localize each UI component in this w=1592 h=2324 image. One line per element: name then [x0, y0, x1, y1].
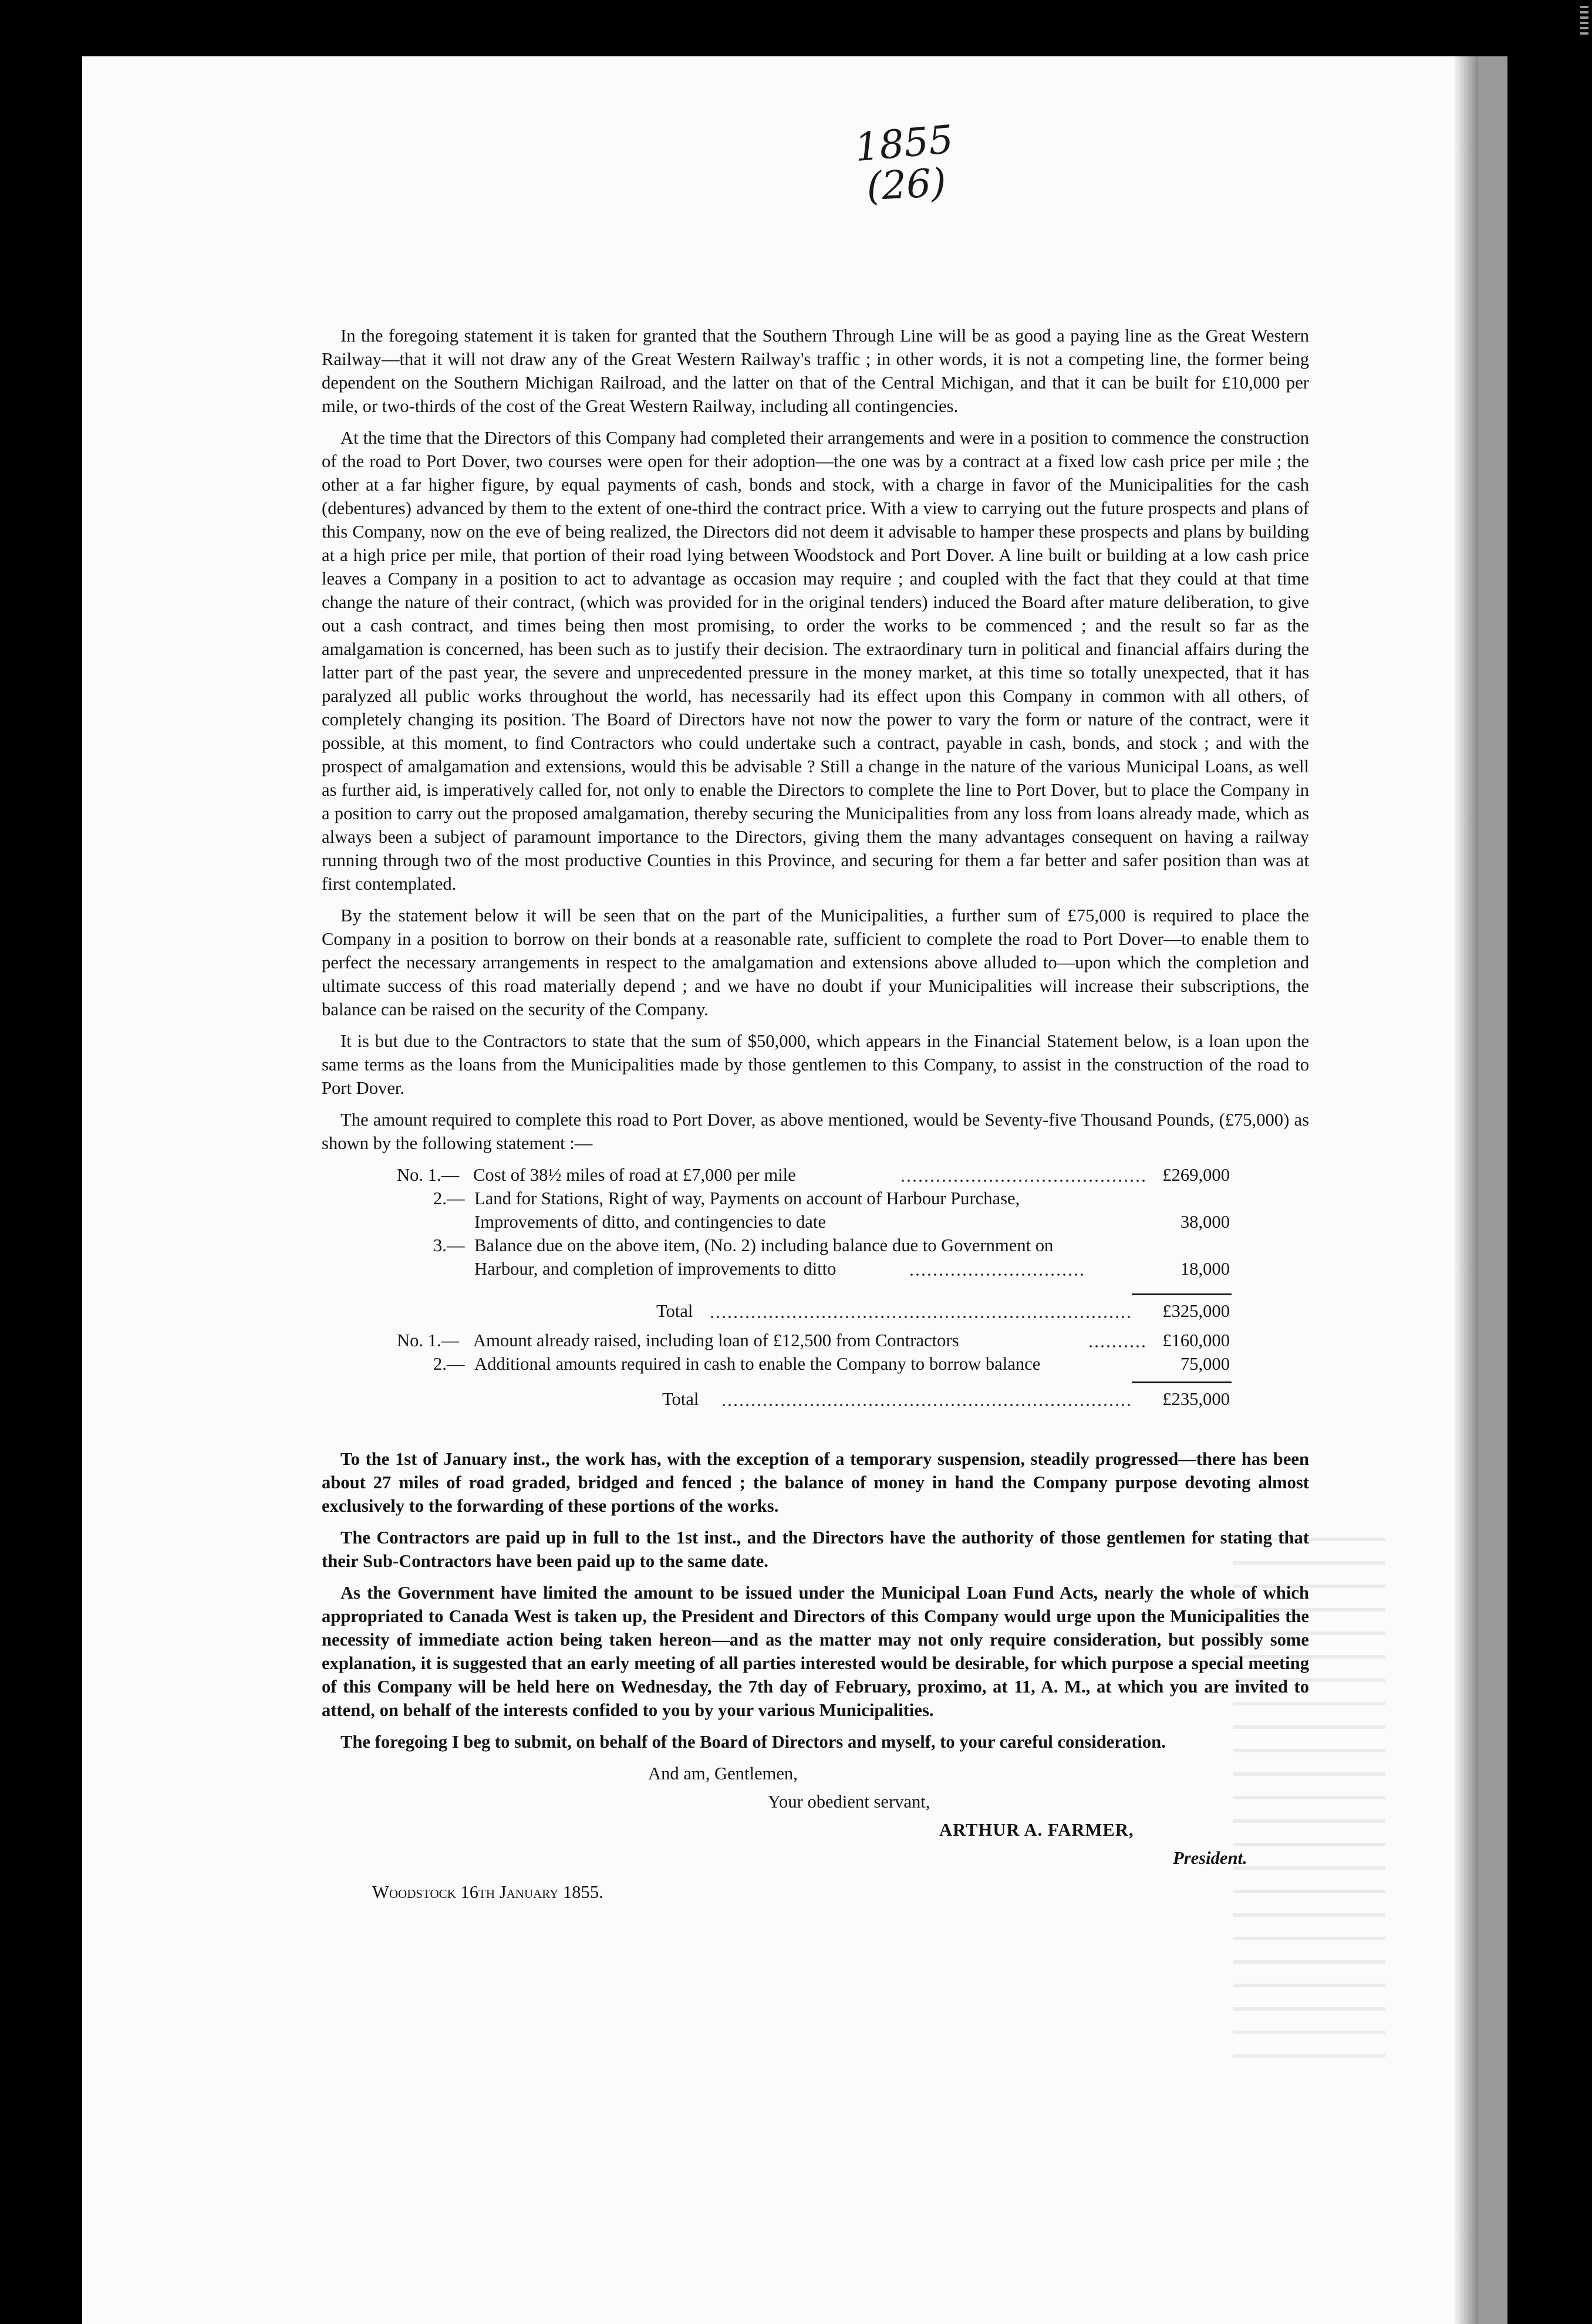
sum-rule	[1132, 1293, 1232, 1295]
statement-total-1	[322, 1299, 1309, 1323]
statement-item-2-continued	[322, 1210, 1309, 1234]
place-and-date: Woodstock 16th January 1855.	[372, 1882, 603, 1902]
paragraph-municipal-sum: By the statement below it will be seen that on the part of the Municipalities, a further sum of £75,000 is required to place the Company in a position to borrow on their bonds at a reasonable rate, sufficient to complete the road to Port Dover—to enable them to perfect the necessary arrangements in respect to the amalgamation and extensions above alluded to—upon which the completion and ultimate success of this road materially depend ; and we have no doubt if your Municipalities will increase their subscriptions, the balance can be raised on the security of the Company.	[322, 906, 1309, 1019]
item-amount: £160,000	[1162, 1330, 1230, 1350]
signer-title: President.	[1173, 1848, 1247, 1868]
scan-border-stripe	[1478, 56, 1507, 2324]
item-description: Harbour, and completion of improvements to ditto	[474, 1259, 837, 1279]
financial-statement	[322, 1163, 1309, 1439]
page-edge-shadow	[1455, 56, 1478, 2324]
item-description: Additional amounts required in cash to enable the Company to borrow balance	[474, 1354, 1041, 1374]
statement-total-2	[322, 1387, 1309, 1411]
item-number: 2.—	[433, 1188, 465, 1208]
sum-rule	[1132, 1381, 1232, 1383]
item-number: No. 1.—	[397, 1165, 460, 1185]
paragraph-contractors-loan: It is but due to the Contractors to state that the sum of $50,000, which appears in the Financial Statement below, is a loan upon the same terms as the loans from the Municipalities made by those gentlemen to this Company, to assist in the construction of the road to Port Dover.	[322, 1031, 1309, 1098]
item-number: 3.—	[433, 1235, 465, 1255]
item-description: Land for Stations, Right of way, Payments on account of Harbour Purchase,	[474, 1188, 1020, 1208]
item-amount: 75,000	[1180, 1354, 1230, 1374]
total-label: Total	[662, 1389, 699, 1409]
dot-leader	[909, 1274, 1085, 1276]
letter-body	[322, 324, 1309, 1920]
item-amount: £269,000	[1162, 1165, 1230, 1185]
total-amount: £235,000	[1162, 1389, 1230, 1409]
statement-item-2	[322, 1187, 1309, 1210]
statement-item-1	[322, 1163, 1309, 1187]
handwritten-year: 1855	[852, 116, 955, 171]
dot-leader	[1088, 1345, 1146, 1347]
item-amount: 38,000	[1180, 1212, 1230, 1232]
item-description: Amount already raised, including loan of £12,500 from Contractors	[473, 1330, 959, 1350]
item-description: Balance due on the above item, (No. 2) including balance due to Government on	[474, 1235, 1054, 1255]
item-amount: 18,000	[1180, 1259, 1230, 1279]
paragraph-progress: To the 1st of January inst., the work has, with the exception of a temporary suspension, steadily progressed—there has been about 27 miles of road graded, bridged and fenced ; the balance of money in hand the Company purpose devoting almost exclusively to the forwarding of these portions of the works.	[322, 1449, 1309, 1516]
statement-item-3-continued	[322, 1257, 1309, 1281]
dot-leader	[900, 1180, 1146, 1182]
paragraph-contract-history: At the time that the Directors of this Company had completed their arrangements and were in a position to commence the construction of the road to Port Dover, two courses were open for their adoption—the one was by a contract at a fixed low cash price per mile ; the other at a far higher figure, by equal payments of cash, bonds and stock, with a charge in favor of the Municipalities for the cash (debentures) advanced by them to the extent of one-third the contract price. With a view to carrying out the future prospects and plans of this Company, now on the eve of being realized, the Directors did not deem it advisable to hamper these prospects and plans by building at a high price per mile, that portion of their road lying between Woodstock and Port Dover. A line built or building at a low cash price leaves a Company in a position to act to advantage as occasion may require ; and coupled with the fact that they could at that time change the nature of their contract, (which was provided for in the original tenders) induced the Board after mature deliberation, to give out a cash contract, and times being then most promising, to order the works to be commenced ; and the result so far as the amalgamation is concerned, has been such as to justify their decision. The extraordinary turn in political and financial affairs during the latter part of the past year, the severe and unprecedented pressure in the money market, at this time so totally unexpected, that it has paralyzed all public works throughout the world, has necessarily had its effect upon this Company in common with all others, of completely changing its position. The Board of Directors have not now the power to vary the form or nature of the contract, were it possible, at this moment, to find Contractors who could undertake such a contract, payable in cash, bonds, and stock ; and with the prospect of amalgamation and extensions, would this be advisable ? Still a change in the nature of the various Municipal Loans, as well as further aid, is imperatively called for, not only to enable the Directors to complete the line to Port Dover, but to place the Company in a position to carry out the proposed amalgamation, thereby securing the Municipalities from any loss from loans already made, which as always been a subject of paramount importance to the Directors, giving them the many advantages consequent on having a railway running through two of the most productive Counties in this Province, and securing for them a far better and safer position than was at first contemplated.	[322, 428, 1309, 894]
paragraph-amount-required: The amount required to complete this road to Port Dover, as above mentioned, would be Seventy-five Thousand Pounds, (£75,000) as shown by the following statement :—	[322, 1110, 1309, 1153]
valediction: Your obedient servant,	[768, 1792, 930, 1812]
scan-corner-marks	[1580, 6, 1588, 38]
funding-item-1	[322, 1329, 1309, 1352]
total-label: Total	[656, 1301, 693, 1321]
dot-leader	[721, 1404, 1132, 1406]
item-number: No. 1.—	[397, 1330, 460, 1350]
item-description: Improvements of ditto, and contingencies to date	[474, 1212, 826, 1232]
total-amount: £325,000	[1162, 1301, 1230, 1321]
dot-leader	[709, 1316, 1132, 1318]
salutation: And am, Gentlemen,	[648, 1764, 798, 1783]
paragraph-meeting-notice: As the Government have limited the amount to be issued under the Municipal Loan Fund Acts, nearly the whole of which appropriated to Canada West is taken up, the President and Directors of this Company would urge upon the Municipalities the necessity of immediate action being taken hereon—and as the matter may not only require consideration, but possibly some explanation, it is suggested that an early meeting of all parties interested would be desirable, for which purpose a special meeting of this Company will be held here on Wednesday, the 7th day of February, proximo, at 11, A. M., at which you are invited to attend, on behalf of the interests confided to you by your various Municipalities.	[322, 1583, 1309, 1720]
handwritten-annotation	[834, 116, 974, 210]
handwritten-number: (26)	[865, 160, 947, 210]
statement-item-3	[322, 1234, 1309, 1257]
signer-name: ARTHUR A. FARMER,	[939, 1820, 1134, 1840]
item-description: Cost of 38½ miles of road at £7,000 per mile	[473, 1165, 796, 1185]
funding-item-2	[322, 1352, 1309, 1376]
letter-closing	[322, 1762, 1309, 1920]
paragraph-contractors-paid: The Contractors are paid up in full to the 1st inst., and the Directors have the authority of those gentlemen for stating that their Sub-Contractors have been paid up to the same date.	[322, 1528, 1309, 1571]
paragraph-submission: The foregoing I beg to submit, on behalf of the Board of Directors and myself, to your careful consideration.	[340, 1732, 1166, 1752]
item-number: 2.—	[433, 1354, 465, 1374]
paragraph-assumption: In the foregoing statement it is taken for granted that the Southern Through Line will be as good a paying line as the Great Western Railway—that it will not draw any of the Great Western Railway's traffic ; in other words, it is not a competing line, the former being dependent on the Southern Michigan Railroad, and the latter on that of the Central Michigan, and that it can be built for £10,000 per mile, or two-thirds of the cost of the Great Western Railway, including all contingencies.	[322, 326, 1309, 416]
